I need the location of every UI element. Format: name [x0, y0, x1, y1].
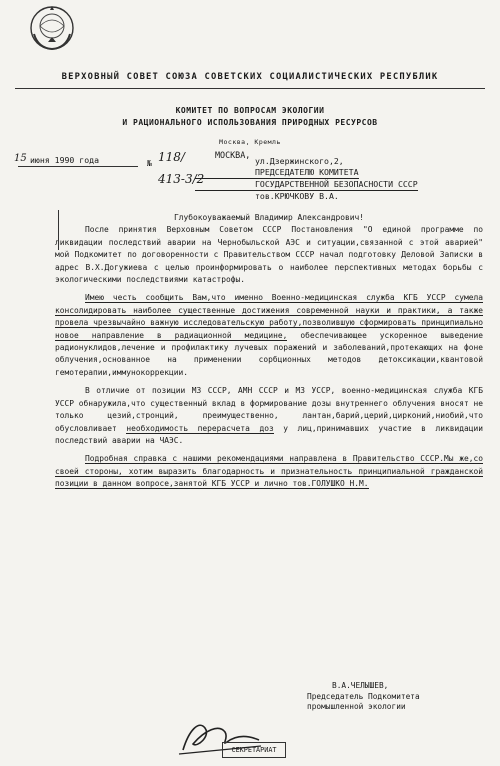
number-prefix: №	[147, 158, 152, 168]
greeting: Глубокоуважаемый Владимир Александрович!	[173, 213, 365, 222]
recipient-address	[195, 156, 495, 202]
committee-header-line2: И РАЦИОНАЛЬНОГО ИСПОЛЬЗОВАНИЯ ПРИРОДНЫХ РЕСУРСОВ	[122, 118, 378, 127]
place-line: Москва, Кремль	[219, 138, 281, 146]
council-header: ВЕРХОВНЫЙ СОВЕТ СОЮЗА СОВЕТСКИХ СОЦИАЛИСТИЧЕСКИХ РЕСПУБЛИК	[61, 72, 439, 82]
reference-number: 413-3/2	[158, 172, 205, 186]
paragraph-4	[55, 453, 483, 490]
signature-block	[307, 681, 487, 713]
address-line3: ГОСУДАРСТВЕННОЙ БЕЗОПАСНОСТИ СССР	[195, 179, 418, 191]
margin-mark	[58, 210, 60, 250]
address-street: ул.Дзержинского,2,	[255, 156, 344, 166]
signatory-title2: промышленной экологии	[307, 702, 406, 711]
city-name: МОСКВА,	[215, 150, 251, 160]
signatory-title1: Председатель Подкомитета	[307, 691, 420, 701]
signatory-name: В.А.ЧЕЛЫШЕВ,	[332, 681, 389, 690]
date-underline	[18, 166, 138, 167]
committee-header-line1: КОМИТЕТ ПО ВОПРОСАМ ЭКОЛОГИИ	[175, 106, 325, 115]
paragraph-2-rest: обеспечивающее ускоренное выведение радионуклидов,лечение и профилактику лучевых поражений и заболеваний,протекающих на фоне облучения,основанное на применении сорбционных методов детоксикации,квантовой гемотерапии,иммунокоррекции.	[55, 330, 483, 377]
paragraph-3	[55, 385, 483, 447]
address-line4: тов.КРЮЧКОВУ В.А.	[255, 191, 339, 201]
paragraph-3-underlined: необходимость перерасчета доз	[126, 423, 274, 433]
paragraph-3-end: у лиц,принимавших участие в ликвидации последствий аварии на ЧАЭС.	[55, 423, 483, 445]
paragraph-3-start: В отличие от позиции МЗ СССР, АМН СССР и МЗ УССР, военно-медицинская служба КГБ УССР обнаружила,что существенный вклад в формирование дозы внутреннего облучения вносят не только цезий,стронций, преимущественно, лантан,барий,церий,цирконий,ниобий,что обусловливает	[55, 386, 483, 433]
address-line2: ПРЕДСЕДАТЕЛЮ КОМИТЕТА	[195, 167, 359, 179]
secretariat-stamp: СЕКРЕТАРИАТ	[222, 742, 286, 758]
state-emblem-icon	[28, 4, 76, 52]
date-text: июня 1990 года	[30, 155, 100, 165]
letter-body	[55, 212, 483, 491]
paragraph-4-underlined: Подробная справка с нашими рекомендациями направлена в Правительство СССР.Мы же,со своей стороны, хотим выразить благодарность и признательность принципиальной гражданской позиции в данном вопросе,занятой КГБ УССР и лично тов.ГОЛУШКО Н.М.	[55, 454, 483, 489]
date-day: 15	[14, 153, 27, 164]
paragraph-1: После принятия Верховным Советом СССР Постановления "О единой программе по ликвидации последствий аварии на Чернобыльской АЭС и ситуации,связанной с этой аварией" мой Подкомитет по договоренности с Правительством СССР начал подготовку Деловой Записки в адрес В.Х.Догужиева с целью проинформировать о наиболее перспективных методах борьбы с экологическими последствиями катастрофы.	[55, 225, 483, 285]
header-divider	[15, 88, 485, 89]
document-number: 118/	[158, 150, 185, 164]
paragraph-2	[55, 292, 483, 379]
paragraph-2-underlined: Имею честь сообщить Вам,что именно Военно-медицинская служба КГБ УССР сумела консолидировать наиболее существенные достижения современной науки и практики, а также провела чрезвычайно важную исследовательскую работу,позволившую сформировать принципиально новое направление в радиационной медицине,	[55, 293, 483, 340]
